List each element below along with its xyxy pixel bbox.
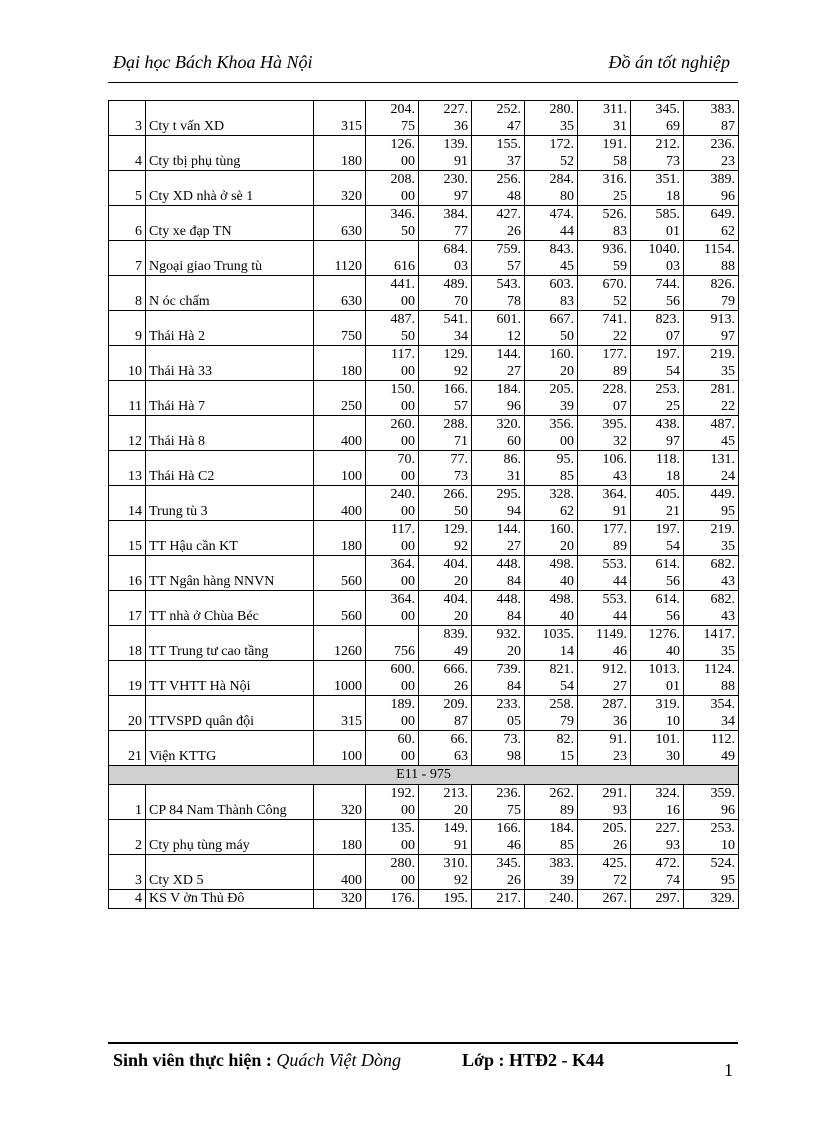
load-value-cell: 839. 49	[419, 626, 472, 661]
capacity-cell: 180	[314, 521, 366, 556]
load-value-cell: 585. 01	[631, 206, 684, 241]
load-value-cell: 498. 40	[525, 556, 578, 591]
load-value-cell: 741. 22	[578, 311, 631, 346]
table-row	[109, 241, 739, 276]
load-value-cell: 240.	[525, 890, 578, 909]
capacity-cell: 320	[314, 171, 366, 206]
load-value-cell: 60. 00	[366, 731, 419, 766]
substation-name: KS V ờn Thủ Đô	[146, 890, 314, 909]
capacity-cell: 1120	[314, 241, 366, 276]
load-value-cell: 324. 16	[631, 785, 684, 820]
load-value-cell: 739. 84	[472, 661, 525, 696]
load-value-cell: 489. 70	[419, 276, 472, 311]
load-value-cell: 205. 26	[578, 820, 631, 855]
load-value-cell: 614. 56	[631, 591, 684, 626]
load-value-cell: 601. 12	[472, 311, 525, 346]
load-value-cell: 260. 00	[366, 416, 419, 451]
substation-name: Thái Hà C2	[146, 451, 314, 486]
load-value-cell: 823. 07	[631, 311, 684, 346]
section-label: E11 - 975	[109, 766, 739, 785]
load-value-cell: 616	[366, 241, 419, 276]
row-number: 4	[109, 890, 146, 909]
table-row	[109, 820, 739, 855]
row-number: 20	[109, 696, 146, 731]
load-value-cell: 913. 97	[684, 311, 739, 346]
substation-name: TT Trung tư cao tầng	[146, 626, 314, 661]
load-value-cell: 383. 39	[525, 855, 578, 890]
load-value-cell: 404. 20	[419, 591, 472, 626]
load-value-cell: 553. 44	[578, 591, 631, 626]
load-value-cell: 256. 48	[472, 171, 525, 206]
load-value-cell: 212. 73	[631, 136, 684, 171]
row-number: 6	[109, 206, 146, 241]
load-value-cell: 311. 31	[578, 101, 631, 136]
load-value-cell: 356. 00	[525, 416, 578, 451]
table-row	[109, 101, 739, 136]
load-value-cell: 126. 00	[366, 136, 419, 171]
load-value-cell: 258. 79	[525, 696, 578, 731]
load-value-cell: 670. 52	[578, 276, 631, 311]
load-value-cell: 319. 10	[631, 696, 684, 731]
load-value-cell: 1276. 40	[631, 626, 684, 661]
row-number: 10	[109, 346, 146, 381]
load-value-cell: 252. 47	[472, 101, 525, 136]
load-value-cell: 320. 60	[472, 416, 525, 451]
load-value-cell: 266. 50	[419, 486, 472, 521]
substation-name: TT VHTT Hà Nội	[146, 661, 314, 696]
load-value-cell: 912. 27	[578, 661, 631, 696]
table-row	[109, 661, 739, 696]
load-value-cell: 219. 35	[684, 521, 739, 556]
substation-name: TT Hậu cần KT	[146, 521, 314, 556]
load-forecast-table	[108, 100, 739, 909]
load-value-cell: 603. 83	[525, 276, 578, 311]
load-value-cell: 614. 56	[631, 556, 684, 591]
header-divider	[108, 82, 738, 83]
capacity-cell: 180	[314, 346, 366, 381]
load-value-cell: 328. 62	[525, 486, 578, 521]
header-title: Đồ án tốt nghiệp	[608, 52, 730, 72]
load-value-cell: 233. 05	[472, 696, 525, 731]
load-value-cell: 1149. 46	[578, 626, 631, 661]
section-header-row	[109, 766, 739, 785]
load-value-cell: 649. 62	[684, 206, 739, 241]
load-value-cell: 217.	[472, 890, 525, 909]
load-value-cell: 117. 00	[366, 346, 419, 381]
load-value-cell: 936. 59	[578, 241, 631, 276]
substation-name: Thái Hà 8	[146, 416, 314, 451]
table-row	[109, 136, 739, 171]
load-value-cell: 219. 35	[684, 346, 739, 381]
row-number: 18	[109, 626, 146, 661]
load-value-cell: 82. 15	[525, 731, 578, 766]
load-value-cell: 359. 96	[684, 785, 739, 820]
table-row	[109, 451, 739, 486]
load-value-cell: 144. 27	[472, 346, 525, 381]
load-value-cell: 95. 85	[525, 451, 578, 486]
load-value-cell: 150. 00	[366, 381, 419, 416]
load-value-cell: 472. 74	[631, 855, 684, 890]
load-value-cell: 117. 00	[366, 521, 419, 556]
load-value-cell: 135. 00	[366, 820, 419, 855]
capacity-cell: 630	[314, 206, 366, 241]
load-value-cell: 932. 20	[472, 626, 525, 661]
load-value-cell: 1040. 03	[631, 241, 684, 276]
load-value-cell: 172. 52	[525, 136, 578, 171]
load-value-cell: 395. 32	[578, 416, 631, 451]
substation-name: Cty phụ tùng máy	[146, 820, 314, 855]
load-value-cell: 449. 95	[684, 486, 739, 521]
table-row	[109, 855, 739, 890]
footer-student-name: Quách Việt Dòng	[276, 1050, 401, 1070]
load-value-cell: 526. 83	[578, 206, 631, 241]
load-value-cell: 487. 50	[366, 311, 419, 346]
load-value-cell: 267.	[578, 890, 631, 909]
load-value-cell: 351. 18	[631, 171, 684, 206]
row-number: 2	[109, 820, 146, 855]
load-value-cell: 345. 69	[631, 101, 684, 136]
table-row	[109, 276, 739, 311]
load-value-cell: 1013. 01	[631, 661, 684, 696]
load-value-cell: 405. 21	[631, 486, 684, 521]
capacity-cell: 750	[314, 311, 366, 346]
load-value-cell: 291. 93	[578, 785, 631, 820]
load-value-cell: 155. 37	[472, 136, 525, 171]
load-value-cell: 310. 92	[419, 855, 472, 890]
substation-name: N óc chấm	[146, 276, 314, 311]
load-value-cell: 205. 39	[525, 381, 578, 416]
load-value-cell: 86. 31	[472, 451, 525, 486]
table-row	[109, 171, 739, 206]
load-value-cell: 1154. 88	[684, 241, 739, 276]
table-row	[109, 626, 739, 661]
substation-name: TTVSPD quân đội	[146, 696, 314, 731]
load-value-cell: 448. 84	[472, 591, 525, 626]
load-value-cell: 441. 00	[366, 276, 419, 311]
load-value-cell: 184. 85	[525, 820, 578, 855]
load-value-cell: 204. 75	[366, 101, 419, 136]
table-row	[109, 486, 739, 521]
table-row	[109, 311, 739, 346]
load-value-cell: 240. 00	[366, 486, 419, 521]
load-value-cell: 295. 94	[472, 486, 525, 521]
load-value-cell: 91. 23	[578, 731, 631, 766]
substation-name: Cty XD nhà ở sè 1	[146, 171, 314, 206]
row-number: 16	[109, 556, 146, 591]
load-value-cell: 101. 30	[631, 731, 684, 766]
capacity-cell: 100	[314, 731, 366, 766]
load-value-cell: 189. 00	[366, 696, 419, 731]
row-number: 9	[109, 311, 146, 346]
load-value-cell: 404. 20	[419, 556, 472, 591]
substation-name: Thái Hà 7	[146, 381, 314, 416]
substation-name: CP 84 Nam Thành Công	[146, 785, 314, 820]
load-value-cell: 262. 89	[525, 785, 578, 820]
load-value-cell: 112. 49	[684, 731, 739, 766]
load-value-cell: 149. 91	[419, 820, 472, 855]
footer-divider	[108, 1042, 738, 1044]
load-value-cell: 253. 10	[684, 820, 739, 855]
capacity-cell: 320	[314, 785, 366, 820]
load-value-cell: 389. 96	[684, 171, 739, 206]
load-value-cell: 70. 00	[366, 451, 419, 486]
substation-name: Thái Hà 2	[146, 311, 314, 346]
load-value-cell: 756	[366, 626, 419, 661]
table-row	[109, 206, 739, 241]
load-value-cell: 197. 54	[631, 521, 684, 556]
load-value-cell: 682. 43	[684, 556, 739, 591]
load-value-cell: 474. 44	[525, 206, 578, 241]
substation-name: Thái Hà 33	[146, 346, 314, 381]
load-value-cell: 191. 58	[578, 136, 631, 171]
substation-name: Trung tù 3	[146, 486, 314, 521]
load-value-cell: 227. 93	[631, 820, 684, 855]
load-value-cell: 287. 36	[578, 696, 631, 731]
load-value-cell: 1417. 35	[684, 626, 739, 661]
load-value-cell: 759. 57	[472, 241, 525, 276]
substation-name: Ngoại giao Trung tù	[146, 241, 314, 276]
load-value-cell: 345. 26	[472, 855, 525, 890]
substation-name: TT Ngân hàng NNVN	[146, 556, 314, 591]
load-value-cell: 106. 43	[578, 451, 631, 486]
capacity-cell: 250	[314, 381, 366, 416]
load-value-cell: 192. 00	[366, 785, 419, 820]
capacity-cell: 1000	[314, 661, 366, 696]
load-value-cell: 316. 25	[578, 171, 631, 206]
table-row	[109, 696, 739, 731]
row-number: 5	[109, 171, 146, 206]
load-value-cell: 448. 84	[472, 556, 525, 591]
load-value-cell: 195.	[419, 890, 472, 909]
header-university: Đại học Bách Khoa Hà Nội	[113, 52, 313, 72]
load-value-cell: 297.	[631, 890, 684, 909]
load-value-cell: 1124. 88	[684, 661, 739, 696]
row-number: 15	[109, 521, 146, 556]
capacity-cell: 560	[314, 556, 366, 591]
load-value-cell: 487. 45	[684, 416, 739, 451]
substation-name: Cty t vấn XD	[146, 101, 314, 136]
load-value-cell: 184. 96	[472, 381, 525, 416]
load-value-cell: 744. 56	[631, 276, 684, 311]
load-value-cell: 73. 98	[472, 731, 525, 766]
load-value-cell: 118. 18	[631, 451, 684, 486]
load-value-cell: 543. 78	[472, 276, 525, 311]
load-value-cell: 280. 00	[366, 855, 419, 890]
load-value-cell: 600. 00	[366, 661, 419, 696]
substation-name: Cty tbị phụ tùng	[146, 136, 314, 171]
load-value-cell: 383. 87	[684, 101, 739, 136]
load-value-cell: 427. 26	[472, 206, 525, 241]
load-value-cell: 131. 24	[684, 451, 739, 486]
load-value-cell: 541. 34	[419, 311, 472, 346]
load-value-cell: 843. 45	[525, 241, 578, 276]
table-row	[109, 785, 739, 820]
capacity-cell: 180	[314, 820, 366, 855]
capacity-cell: 630	[314, 276, 366, 311]
load-value-cell: 498. 40	[525, 591, 578, 626]
row-number: 3	[109, 101, 146, 136]
row-number: 11	[109, 381, 146, 416]
substation-name: TT nhà ở Chùa Béc	[146, 591, 314, 626]
capacity-cell: 320	[314, 890, 366, 909]
row-number: 21	[109, 731, 146, 766]
load-value-cell: 160. 20	[525, 521, 578, 556]
table-row	[109, 346, 739, 381]
load-value-cell: 208. 00	[366, 171, 419, 206]
load-value-cell: 826. 79	[684, 276, 739, 311]
table-row	[109, 416, 739, 451]
capacity-cell: 560	[314, 591, 366, 626]
load-value-cell: 346. 50	[366, 206, 419, 241]
row-number: 13	[109, 451, 146, 486]
table-row	[109, 521, 739, 556]
row-number: 4	[109, 136, 146, 171]
load-value-cell: 666. 26	[419, 661, 472, 696]
row-number: 19	[109, 661, 146, 696]
substation-name: Viện KTTG	[146, 731, 314, 766]
load-value-cell: 166. 57	[419, 381, 472, 416]
capacity-cell: 100	[314, 451, 366, 486]
load-value-cell: 129. 92	[419, 346, 472, 381]
load-value-cell: 176.	[366, 890, 419, 909]
load-value-cell: 177. 89	[578, 521, 631, 556]
load-value-cell: 236. 23	[684, 136, 739, 171]
capacity-cell: 1260	[314, 626, 366, 661]
load-value-cell: 553. 44	[578, 556, 631, 591]
row-number: 17	[109, 591, 146, 626]
table-row	[109, 591, 739, 626]
load-value-cell: 354. 34	[684, 696, 739, 731]
table-row	[109, 556, 739, 591]
load-value-cell: 177. 89	[578, 346, 631, 381]
substation-name: Cty xe đạp TN	[146, 206, 314, 241]
load-value-cell: 384. 77	[419, 206, 472, 241]
load-value-cell: 166. 46	[472, 820, 525, 855]
load-value-cell: 236. 75	[472, 785, 525, 820]
row-number: 1	[109, 785, 146, 820]
load-value-cell: 253. 25	[631, 381, 684, 416]
load-value-cell: 284. 80	[525, 171, 578, 206]
row-number: 7	[109, 241, 146, 276]
load-value-cell: 160. 20	[525, 346, 578, 381]
capacity-cell: 400	[314, 855, 366, 890]
load-value-cell: 197. 54	[631, 346, 684, 381]
load-value-cell: 425. 72	[578, 855, 631, 890]
row-number: 12	[109, 416, 146, 451]
row-number: 3	[109, 855, 146, 890]
load-value-cell: 364. 00	[366, 556, 419, 591]
load-value-cell: 684. 03	[419, 241, 472, 276]
load-value-cell: 667. 50	[525, 311, 578, 346]
load-value-cell: 230. 97	[419, 171, 472, 206]
table-row	[109, 890, 739, 909]
capacity-cell: 400	[314, 486, 366, 521]
load-value-cell: 524. 95	[684, 855, 739, 890]
row-number: 8	[109, 276, 146, 311]
load-value-cell: 66. 63	[419, 731, 472, 766]
capacity-cell: 315	[314, 101, 366, 136]
load-value-cell: 213. 20	[419, 785, 472, 820]
footer-class: Lớp : HTĐ2 - K44	[462, 1050, 604, 1070]
load-value-cell: 364. 91	[578, 486, 631, 521]
page-number: 1	[724, 1060, 733, 1080]
table-row	[109, 381, 739, 416]
footer-student	[113, 1050, 401, 1071]
load-value-cell: 228. 07	[578, 381, 631, 416]
capacity-cell: 180	[314, 136, 366, 171]
capacity-cell: 315	[314, 696, 366, 731]
footer-student-label: Sinh viên thực hiện :	[113, 1050, 277, 1070]
load-value-cell: 329.	[684, 890, 739, 909]
capacity-cell: 400	[314, 416, 366, 451]
load-value-cell: 438. 97	[631, 416, 684, 451]
load-value-cell: 144. 27	[472, 521, 525, 556]
load-value-cell: 139. 91	[419, 136, 472, 171]
table-row	[109, 731, 739, 766]
row-number: 14	[109, 486, 146, 521]
load-value-cell: 281. 22	[684, 381, 739, 416]
load-value-cell: 682. 43	[684, 591, 739, 626]
load-value-cell: 280. 35	[525, 101, 578, 136]
load-value-cell: 209. 87	[419, 696, 472, 731]
load-value-cell: 1035. 14	[525, 626, 578, 661]
load-value-cell: 821. 54	[525, 661, 578, 696]
load-value-cell: 77. 73	[419, 451, 472, 486]
load-value-cell: 364. 00	[366, 591, 419, 626]
load-value-cell: 227. 36	[419, 101, 472, 136]
substation-name: Cty XD 5	[146, 855, 314, 890]
load-value-cell: 129. 92	[419, 521, 472, 556]
load-value-cell: 288. 71	[419, 416, 472, 451]
